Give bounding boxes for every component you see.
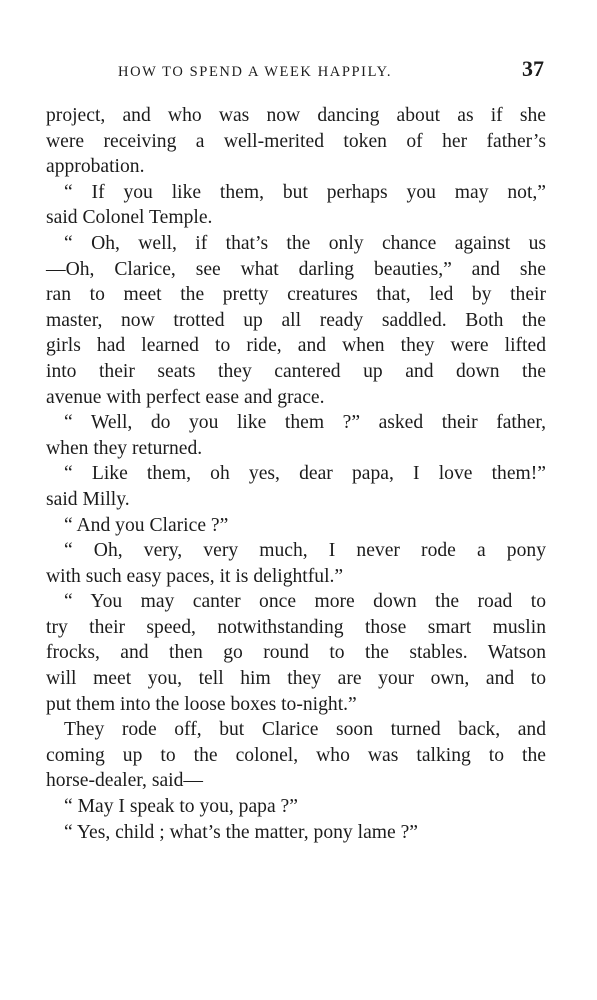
text-line: “ Oh, well, if that’s the only chance against us bbox=[64, 232, 546, 254]
running-head bbox=[46, 58, 546, 86]
running-head-title: HOW TO SPEND A WEEK HAPPILY. bbox=[118, 64, 393, 80]
page-number: 37 bbox=[522, 56, 544, 81]
text-line: said Milly. bbox=[46, 488, 130, 510]
text-line: “ May I speak to you, papa ?” bbox=[64, 796, 298, 818]
text-line: said Colonel Temple. bbox=[46, 207, 213, 229]
text-line: “ Yes, child ; what’s the matter, pony lame ?” bbox=[64, 821, 418, 843]
text-line: “ Well, do you like them ?” asked their father, bbox=[64, 412, 546, 434]
text-line: horse-dealer, said— bbox=[46, 770, 203, 792]
text-line: put them into the loose boxes to-night.” bbox=[46, 693, 357, 715]
text-line: girls had learned to ride, and when they were lifted bbox=[46, 335, 546, 357]
text-line: project, and who was now dancing about as if she bbox=[46, 105, 546, 126]
text-line: They rode off, but Clarice soon turned back, and bbox=[64, 719, 546, 741]
text-line: into their seats they cantered up and down the bbox=[46, 360, 546, 382]
text-line: ran to meet the pretty creatures that, led by their bbox=[46, 284, 546, 306]
text-line: when they returned. bbox=[46, 437, 203, 459]
text-line: “ Like them, oh yes, dear papa, I love them!” bbox=[64, 463, 546, 485]
text-line: “ Oh, very, very much, I never rode a pony bbox=[64, 540, 546, 562]
text-line: “ You may canter once more down the road to bbox=[64, 591, 546, 613]
text-line: with such easy paces, it is delightful.” bbox=[46, 565, 344, 587]
text-line: —Oh, Clarice, see what darling beauties,” and she bbox=[46, 258, 546, 280]
text-line: were receiving a well-merited token of her father’s bbox=[46, 130, 546, 152]
text-line: master, now trotted up all ready saddled. Both the bbox=[46, 309, 546, 331]
text-line: coming up to the colonel, who was talking to the bbox=[46, 744, 546, 766]
text-line: frocks, and then go round to the stables. Watson bbox=[46, 642, 546, 664]
text-line: “ And you Clarice ?” bbox=[64, 514, 229, 536]
text-line: will meet you, tell him they are your own, and to bbox=[46, 668, 546, 690]
text-line: try their speed, notwithstanding those smart muslin bbox=[46, 616, 546, 638]
text-line: “ If you like them, but perhaps you may not,” bbox=[64, 181, 546, 203]
body-text bbox=[46, 103, 546, 845]
text-line: approbation. bbox=[46, 156, 145, 178]
text-line: avenue with perfect ease and grace. bbox=[46, 386, 325, 408]
